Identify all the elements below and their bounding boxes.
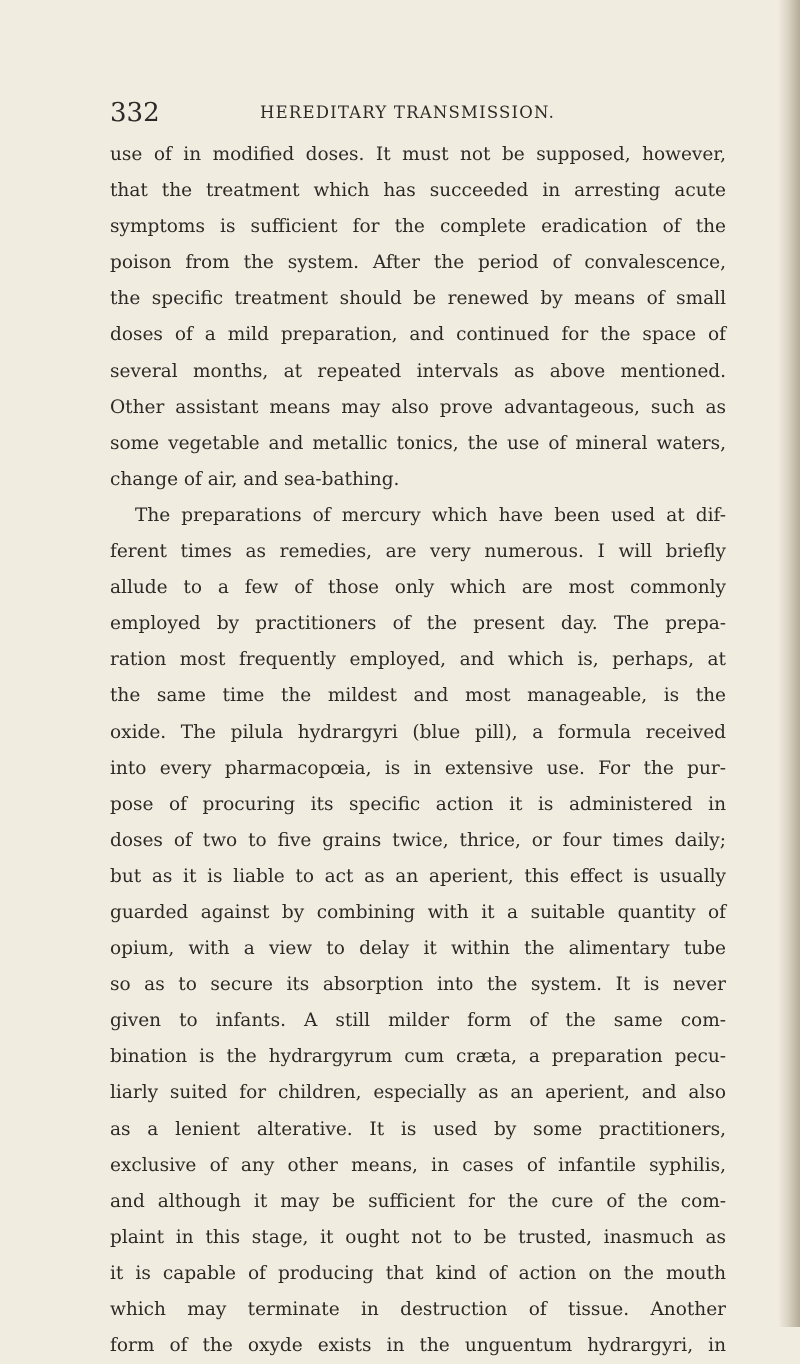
page-header	[110, 93, 726, 133]
text-line: that the treatment which has succeeded in arresting acute	[110, 180, 726, 202]
paragraph-start-line: The preparations of mercury which have been used at dif-	[135, 504, 726, 526]
text-line: exclusive of any other means, in cases of infantile syphilis,	[110, 1154, 726, 1176]
text-line: liarly suited for children, especially as an aperient, and also	[110, 1082, 726, 1104]
text-line: guarded against by combining with it a suitable quantity of	[110, 901, 726, 923]
text-line: ferent times as remedies, are very numerous. I will briefly	[110, 541, 726, 563]
text-line: symptoms is sufficient for the complete eradication of the	[110, 216, 726, 238]
text-line: doses of a mild preparation, and continued for the space of	[110, 324, 726, 346]
text-line: pose of procuring its specific action it is administered in	[110, 793, 726, 815]
text-line: doses of two to five grains twice, thrice, or four times daily;	[110, 829, 726, 851]
text-line: bination is the hydrargyrum cum cræta, a preparation pecu-	[110, 1046, 726, 1068]
page-edge-shadow	[778, 0, 800, 1327]
text-line: but as it is liable to act as an aperient, this effect is usually	[110, 865, 726, 887]
text-line: oxide. The pilula hydrargyri (blue pill), a formula received	[110, 721, 726, 743]
text-line: which may terminate in destruction of tissue. Another	[110, 1299, 726, 1320]
text-line: Other assistant means may also prove advantageous, such as	[110, 396, 726, 418]
text-line: opium, with a view to delay it within the alimentary tube	[110, 938, 726, 960]
text-line: the same time the mildest and most manageable, is the	[110, 685, 726, 707]
paragraph-end-line: change of air, and sea-bathing.	[110, 468, 400, 490]
text-line: so as to secure its absorption into the system. It is never	[110, 974, 726, 996]
text-line: ration most frequently employed, and which is, perhaps, at	[110, 649, 726, 671]
text-line: use of in modified doses. It must not be supposed, however,	[110, 144, 726, 165]
page-number: 332	[110, 98, 160, 128]
running-head: HEREDITARY TRANSMISSION.	[260, 103, 556, 122]
text-line: form of the oxyde exists in the unguentum hydrargyri, in	[110, 1335, 726, 1357]
body-text	[110, 137, 726, 1364]
text-line: into every pharmacopœia, is in extensive use. For the pur-	[110, 757, 726, 779]
text-line: plaint in this stage, it ought not to be trusted, inasmuch as	[110, 1226, 726, 1248]
text-line: as a lenient alterative. It is used by some practitioners,	[110, 1118, 726, 1140]
text-line: several months, at repeated intervals as above mentioned.	[110, 360, 726, 382]
text-line: employed by practitioners of the present day. The prepa-	[110, 613, 726, 635]
text-line: it is capable of producing that kind of action on the mouth	[110, 1262, 726, 1284]
text-line: given to infants. A still milder form of the same com-	[110, 1010, 726, 1032]
text-line: the specific treatment should be renewed by means of small	[110, 288, 726, 310]
text-line: some vegetable and metallic tonics, the use of mineral waters,	[110, 432, 726, 454]
text-line: poison from the system. After the period of convalescence,	[110, 252, 726, 274]
text-line: allude to a few of those only which are most commonly	[110, 577, 726, 599]
text-line: and although it may be sufficient for the cure of the com-	[110, 1190, 726, 1212]
